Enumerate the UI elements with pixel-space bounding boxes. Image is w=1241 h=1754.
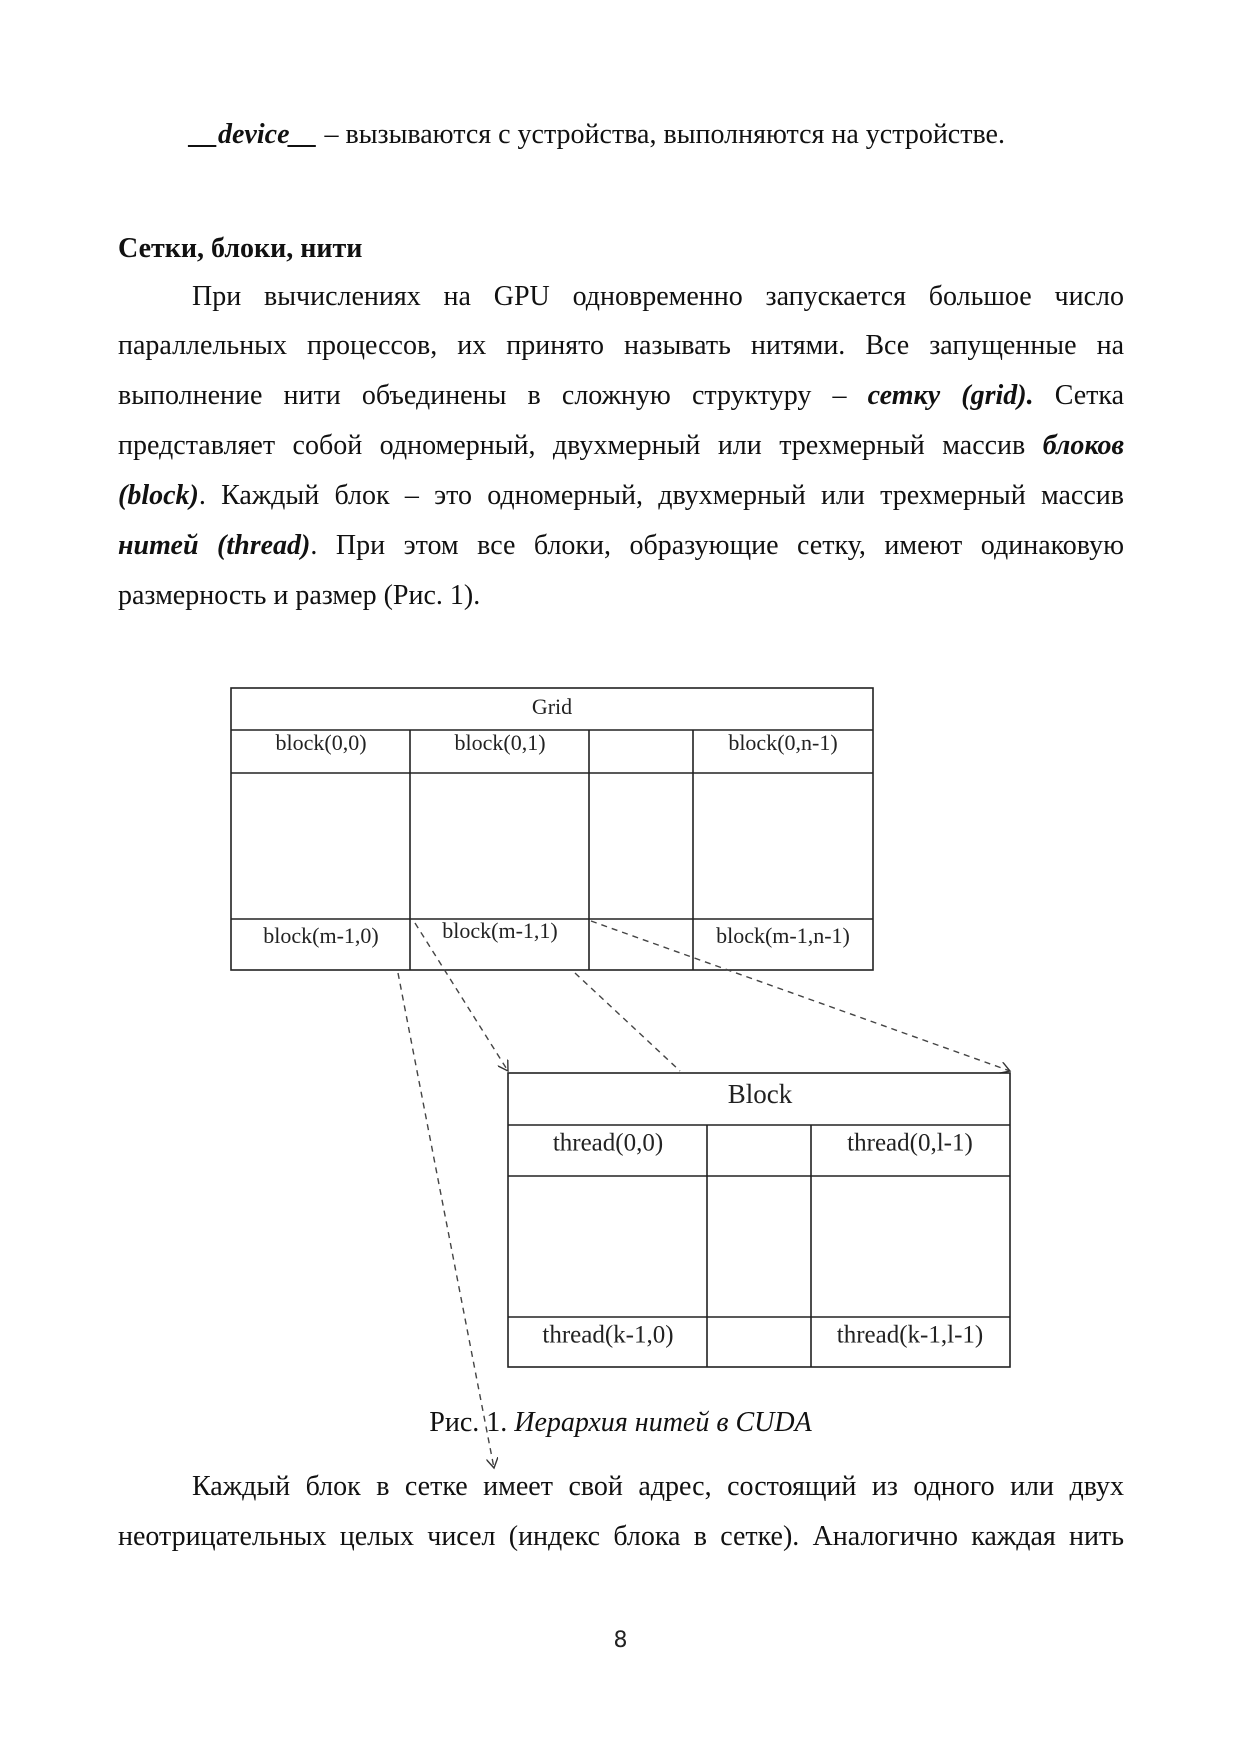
term-block: (block) [118, 480, 199, 511]
thread-0-0-label: thread(0,0) [552, 1129, 664, 1157]
block-m-n-label: block(m-1,n-1) [716, 923, 850, 949]
device-description: – вызываются с устройства, выполняются на устройстве. [317, 119, 1005, 150]
section-title: Сетки, блоки, нити [118, 233, 363, 264]
paragraph1-line1-text: При вычислениях на GPU одновременно запускается большое число [192, 281, 1124, 312]
thread-k-0-label: thread(k-1,0) [542, 1321, 674, 1349]
paragraph1-line4-a: представляет собой одномерный, двухмерный или трехмерный массив [118, 430, 1026, 461]
page-number: 8 [613, 1628, 628, 1653]
block-0-0-label: block(0,0) [275, 730, 367, 756]
paragraph1-line3-a: выполнение нити объединены в сложную структуру – [118, 380, 847, 411]
paragraph2-line1-text: Каждый блок в сетке имеет свой адрес, состоящий из одного или двух [192, 1471, 1124, 1502]
paragraph2-line1 [192, 1470, 1124, 1504]
paragraph1-line7: размерность и размер (Рис. 1). [118, 580, 481, 611]
paragraph2-line2 [118, 1520, 1124, 1554]
block-0-n-label: block(0,n-1) [728, 730, 838, 756]
figure-caption-prefix: Рис. 1. [429, 1407, 508, 1438]
grid-title: Grid [531, 694, 573, 720]
paragraph1-line2-text: параллельных процессов, их принято называть нитями. Все запущенные на [118, 330, 1124, 361]
paragraph2-line2-text: неотрицательных целых чисел (индекс блока в сетке). Аналогично каждая нить [118, 1521, 1124, 1552]
block-m-1-label: block(m-1,1) [442, 918, 558, 944]
term-blocks: блоков [1042, 430, 1125, 461]
block-title: Block [727, 1079, 793, 1110]
arrow-to-block-top-middle [575, 973, 680, 1071]
block-m-0-label: block(m-1,0) [263, 923, 379, 949]
term-threads: нитей (thread) [118, 530, 311, 561]
paragraph1-line5-b: . Каждый блок – это одномерный, двухмерный или трехмерный массив [198, 480, 1124, 511]
paragraph1-line6-b: . При этом все блоки, образующие сетку, имеют одинаковую [310, 530, 1124, 561]
thread-0-l-label: thread(0,l-1) [847, 1129, 973, 1157]
figure-caption-text: Иерархия нитей в CUDA [514, 1407, 812, 1438]
device-keyword: __device__ [190, 119, 318, 150]
arrow-to-block-bottom-left [398, 973, 494, 1468]
block-0-1-label: block(0,1) [454, 730, 546, 756]
paragraph1-line3-c: Сетка [1054, 380, 1125, 411]
arrow-to-block-top-left [415, 923, 508, 1071]
term-grid: сетку (grid). [867, 380, 1034, 411]
thread-k-l-label: thread(k-1,l-1) [836, 1321, 984, 1349]
figure-caption [0, 1406, 1241, 1440]
